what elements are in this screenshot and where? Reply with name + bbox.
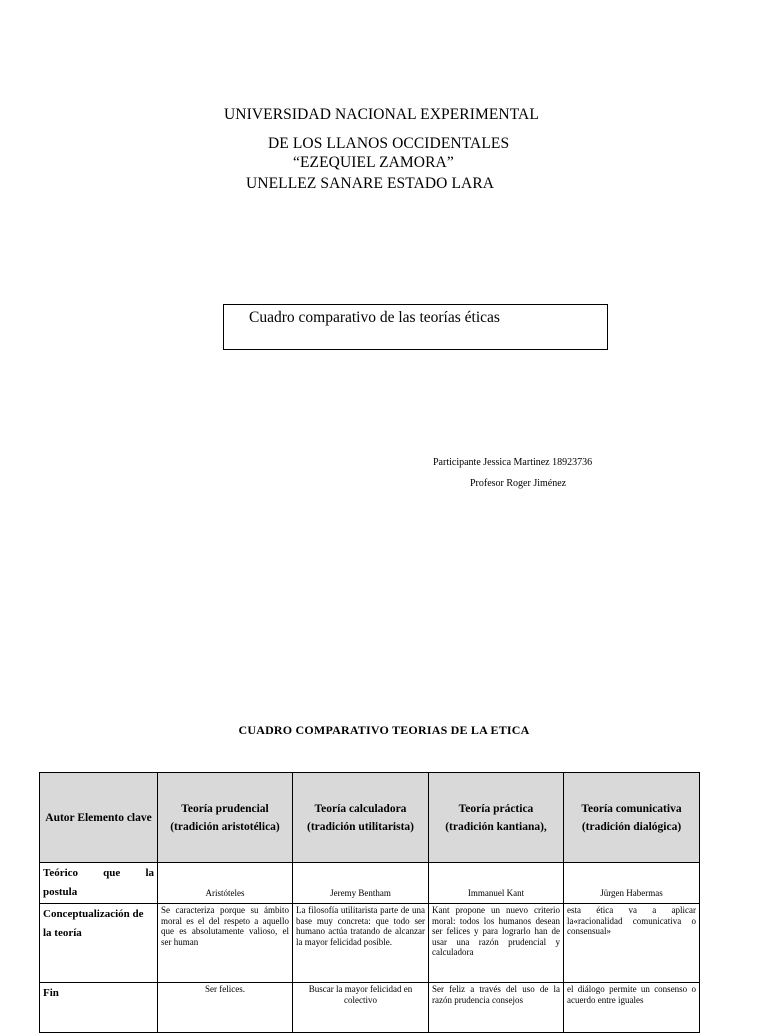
header-communicative-theory: Teoría comunicativa (tradición dialógica)	[564, 773, 700, 863]
cell-goal-prudential: Ser felices.	[158, 983, 293, 1033]
university-campus: UNELLEZ SANARE ESTADO LARA	[246, 175, 495, 192]
university-namesake: “EZEQUIEL ZAMORA”	[293, 154, 454, 171]
professor-line: Profesor Roger Jiménez	[470, 478, 567, 489]
cell-goal-communicative: el diálogo permite un consenso o acuerdo entre iguales	[564, 983, 700, 1033]
table-row	[40, 904, 700, 983]
comparison-table	[39, 772, 700, 1033]
table-row	[40, 983, 700, 1033]
row-label-theorist	[40, 863, 158, 904]
row-label-theorist-word3: la	[145, 867, 154, 879]
university-region: DE LOS LLANOS OCCIDENTALES	[268, 135, 510, 152]
header-practical-theory: Teoría práctica (tradición kantiana),	[429, 773, 564, 863]
cell-theorist-aristotle: Aristóteles	[158, 863, 293, 904]
university-name: UNIVERSIDAD NACIONAL EXPERIMENTAL	[224, 106, 539, 123]
table-row	[40, 863, 700, 904]
header-key-element: Autor Elemento clave	[40, 773, 158, 863]
row-label-conceptualization: Conceptualización de la teoría	[40, 904, 158, 983]
row-label-theorist-word2: que	[103, 867, 121, 879]
cell-goal-calculating: Buscar la mayor felicidad en colectivo	[293, 983, 429, 1033]
participant-line: Participante Jessica Martinez 18923736	[433, 457, 593, 468]
header-calculating-theory: Teoría calculadora (tradición utilitarista)	[293, 773, 429, 863]
cell-goal-practical: Ser feliz a través del uso de la razón prudencia consejos	[429, 983, 564, 1033]
document-title-box	[223, 304, 608, 350]
table-header-row	[40, 773, 700, 863]
header-prudential-theory: Teoría prudencial (tradición aristotélica)	[158, 773, 293, 863]
row-label-theorist-word4: postula	[43, 886, 78, 898]
cell-theorist-bentham: Jeremy Bentham	[293, 863, 429, 904]
cell-concept-communicative: esta ética va a aplicar la«racionalidad comunicativa o consensual»	[564, 904, 700, 983]
table-heading: CUADRO COMPARATIVO TEORIAS DE LA ETICA	[238, 723, 530, 737]
cell-concept-practical: Kant propone un nuevo criterio moral: todos los humanos desean ser felices y para lograrlo han de usar una razón prudencial y calculadora	[429, 904, 564, 983]
cell-concept-calculating: La filosofía utilitarista parte de una base muy concreta: que todo ser humano actúa tratando de alcanzar la mayor felicidad posible.	[293, 904, 429, 983]
row-label-goal: Fin	[40, 983, 158, 1033]
cell-theorist-habermas: Jürgen Habermas	[564, 863, 700, 904]
row-label-theorist-word1: Teórico	[43, 867, 79, 879]
cell-concept-prudential: Se caracteriza porque su ámbito moral es el del respeto a aquello que es absolutamente valioso, el ser human	[158, 904, 293, 983]
cell-theorist-kant: Immanuel Kant	[429, 863, 564, 904]
document-title: Cuadro comparativo de las teorías éticas	[249, 309, 500, 326]
